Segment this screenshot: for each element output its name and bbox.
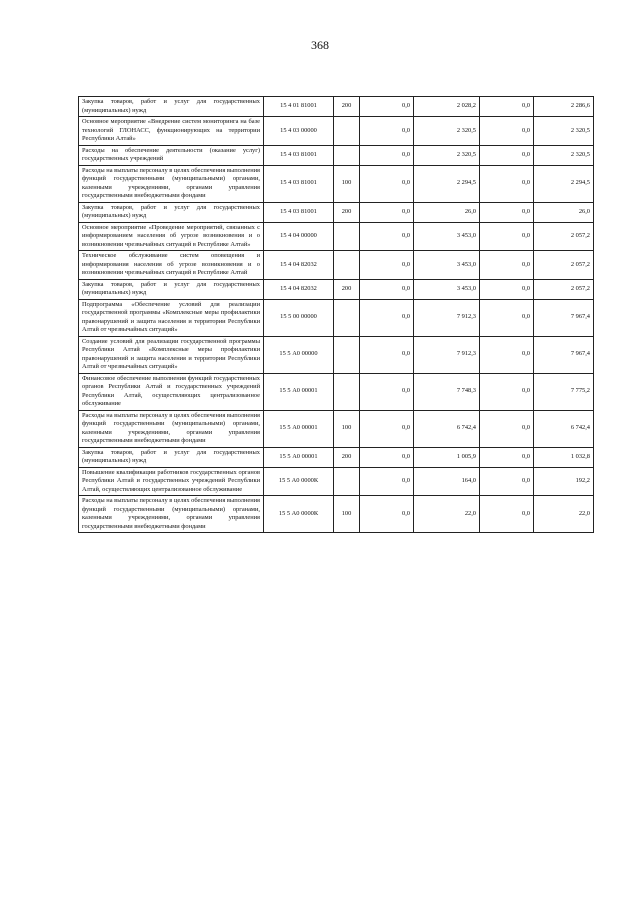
row-code: 15 4 04 00000 <box>264 222 334 251</box>
row-name: Основное мероприятие «Внедрение систем мониторинга на базе технологий ГЛОНАСС, функционирующих на территории Республики Алтай» <box>79 117 264 146</box>
row-value-1: 0,0 <box>360 447 414 467</box>
row-value-1: 0,0 <box>360 165 414 202</box>
row-name: Подпрограмма «Обеспечение условий для реализации государственной программы «Комплексные меры профилактики правонарушений и защита населения и территории Республики Алтай от чрезвычайных ситуаций» <box>79 299 264 336</box>
row-name: Создание условий для реализации государственной программы Республики Алтай «Комплексные меры профилактики правонарушений и защита населения и территории Республики Алтай от чрезвычайных ситуаций» <box>79 336 264 373</box>
row-value-2: 2 320,5 <box>414 117 480 146</box>
row-value-4: 6 742,4 <box>534 410 594 447</box>
row-value-3: 0,0 <box>480 279 534 299</box>
row-value-2: 164,0 <box>414 467 480 496</box>
row-value-3: 0,0 <box>480 336 534 373</box>
row-value-4: 22,0 <box>534 496 594 533</box>
row-name: Расходы на выплаты персоналу в целях обеспечения выполнения функций государственными (муниципальными) органами, казенными учреждениями, органами управления государственными внебюджетными фондами <box>79 410 264 447</box>
row-value-1: 0,0 <box>360 373 414 410</box>
row-value-1: 0,0 <box>360 222 414 251</box>
row-expense-type <box>334 251 360 280</box>
row-value-4: 7 775,2 <box>534 373 594 410</box>
row-value-3: 0,0 <box>480 165 534 202</box>
row-expense-type <box>334 222 360 251</box>
row-expense-type <box>334 145 360 165</box>
row-code: 15 5 00 00000 <box>264 299 334 336</box>
row-value-3: 0,0 <box>480 467 534 496</box>
row-value-1: 0,0 <box>360 145 414 165</box>
row-value-1: 0,0 <box>360 251 414 280</box>
row-value-4: 2 057,2 <box>534 222 594 251</box>
row-value-1: 0,0 <box>360 467 414 496</box>
row-value-2: 1 005,9 <box>414 447 480 467</box>
row-name: Расходы на выплаты персоналу в целях обеспечения выполнения функций государственными (муниципальными) органами, казенными учреждениями, органами управления государственными внебюджетными фондами <box>79 496 264 533</box>
table-row <box>79 373 594 410</box>
row-value-4: 2 294,5 <box>534 165 594 202</box>
row-value-2: 26,0 <box>414 202 480 222</box>
row-name: Закупка товаров, работ и услуг для государственных (муниципальных) нужд <box>79 279 264 299</box>
row-value-4: 2 320,5 <box>534 117 594 146</box>
table-row <box>79 251 594 280</box>
row-code: 15 4 04 82032 <box>264 279 334 299</box>
row-code: 15 5 А0 0000К <box>264 496 334 533</box>
row-name: Расходы на обеспечение деятельности (оказание услуг) государственных учреждений <box>79 145 264 165</box>
row-value-2: 3 453,0 <box>414 222 480 251</box>
row-value-2: 2 028,2 <box>414 97 480 117</box>
row-value-3: 0,0 <box>480 496 534 533</box>
row-value-3: 0,0 <box>480 117 534 146</box>
page-number: 368 <box>311 38 329 52</box>
row-value-3: 0,0 <box>480 222 534 251</box>
table-row <box>79 336 594 373</box>
row-code: 15 5 А0 00001 <box>264 410 334 447</box>
row-value-4: 192,2 <box>534 467 594 496</box>
row-expense-type <box>334 299 360 336</box>
row-value-2: 2 320,5 <box>414 145 480 165</box>
row-value-1: 0,0 <box>360 97 414 117</box>
row-value-3: 0,0 <box>480 97 534 117</box>
row-name: Основное мероприятие «Проведение мероприятий, связанных с информированием населения об угрозе возникновения и о возникновении чрезвычайных ситуаций в Республике Алтай» <box>79 222 264 251</box>
row-expense-type: 100 <box>334 496 360 533</box>
row-code: 15 5 А0 00000 <box>264 336 334 373</box>
row-value-3: 0,0 <box>480 410 534 447</box>
row-value-1: 0,0 <box>360 202 414 222</box>
row-code: 15 4 01 81001 <box>264 97 334 117</box>
row-name: Закупка товаров, работ и услуг для государственных (муниципальных) нужд <box>79 202 264 222</box>
row-code: 15 4 03 81001 <box>264 165 334 202</box>
row-value-2: 7 912,3 <box>414 336 480 373</box>
row-value-2: 7 748,3 <box>414 373 480 410</box>
row-expense-type <box>334 336 360 373</box>
row-value-4: 7 967,4 <box>534 336 594 373</box>
row-value-3: 0,0 <box>480 145 534 165</box>
row-expense-type <box>334 373 360 410</box>
row-value-3: 0,0 <box>480 447 534 467</box>
row-value-4: 2 057,2 <box>534 279 594 299</box>
row-name: Техническое обслуживание систем оповещения и информирования населения об угрозе возникновения и о возникновении чрезвычайных ситуаций в Республике Алтай <box>79 251 264 280</box>
table-row <box>79 202 594 222</box>
table-row <box>79 299 594 336</box>
table-row <box>79 467 594 496</box>
row-expense-type: 200 <box>334 202 360 222</box>
table-row <box>79 222 594 251</box>
table-row <box>79 447 594 467</box>
row-code: 15 4 03 00000 <box>264 117 334 146</box>
row-value-4: 7 967,4 <box>534 299 594 336</box>
row-value-4: 2 057,2 <box>534 251 594 280</box>
row-value-1: 0,0 <box>360 299 414 336</box>
table-row <box>79 145 594 165</box>
row-name: Финансовое обеспечение выполнения функций государственных органов Республики Алтай и государственных учреждений Республики Алтай, осуществляющих централизованное обслуживание <box>79 373 264 410</box>
row-expense-type: 200 <box>334 279 360 299</box>
row-name: Расходы на выплаты персоналу в целях обеспечения выполнения функций государственными (муниципальными) органами, казенными учреждениями, органами управления государственными внебюджетными фондами <box>79 165 264 202</box>
table-row <box>79 410 594 447</box>
row-value-3: 0,0 <box>480 299 534 336</box>
row-value-2: 7 912,3 <box>414 299 480 336</box>
row-name: Закупка товаров, работ и услуг для государственных (муниципальных) нужд <box>79 447 264 467</box>
row-value-2: 6 742,4 <box>414 410 480 447</box>
row-code: 15 4 03 81001 <box>264 202 334 222</box>
row-expense-type: 100 <box>334 410 360 447</box>
row-value-4: 2 286,6 <box>534 97 594 117</box>
table-row <box>79 279 594 299</box>
row-value-3: 0,0 <box>480 373 534 410</box>
row-code: 15 5 А0 00001 <box>264 373 334 410</box>
row-value-2: 3 453,0 <box>414 251 480 280</box>
row-expense-type <box>334 467 360 496</box>
row-expense-type: 200 <box>334 97 360 117</box>
row-value-1: 0,0 <box>360 496 414 533</box>
table-row <box>79 496 594 533</box>
row-code: 15 4 03 81001 <box>264 145 334 165</box>
table-row <box>79 165 594 202</box>
row-value-4: 2 320,5 <box>534 145 594 165</box>
row-expense-type: 200 <box>334 447 360 467</box>
table-row <box>79 97 594 117</box>
table-row <box>79 117 594 146</box>
row-code: 15 5 А0 00001 <box>264 447 334 467</box>
row-value-2: 22,0 <box>414 496 480 533</box>
row-value-1: 0,0 <box>360 336 414 373</box>
row-expense-type: 100 <box>334 165 360 202</box>
row-name: Повышение квалификации работников государственных органов Республики Алтай и государственных учреждений Республики Алтай, осуществляющих централизованное обслуживание <box>79 467 264 496</box>
row-value-1: 0,0 <box>360 410 414 447</box>
row-name: Закупка товаров, работ и услуг для государственных (муниципальных) нужд <box>79 97 264 117</box>
row-value-3: 0,0 <box>480 202 534 222</box>
row-expense-type <box>334 117 360 146</box>
row-code: 15 5 А0 0000К <box>264 467 334 496</box>
row-value-1: 0,0 <box>360 279 414 299</box>
row-value-4: 1 032,8 <box>534 447 594 467</box>
row-code: 15 4 04 82032 <box>264 251 334 280</box>
row-value-4: 26,0 <box>534 202 594 222</box>
row-value-3: 0,0 <box>480 251 534 280</box>
row-value-1: 0,0 <box>360 117 414 146</box>
budget-table <box>78 96 594 533</box>
row-value-2: 2 294,5 <box>414 165 480 202</box>
row-value-2: 3 453,0 <box>414 279 480 299</box>
